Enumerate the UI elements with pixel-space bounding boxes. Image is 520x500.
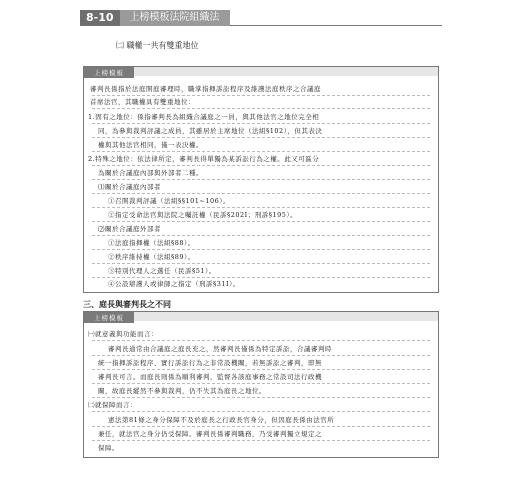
text-line: ⑵關於合議庭外部者: [98, 225, 161, 233]
dashed-rule: [92, 179, 430, 180]
text-line: ①召開裁判評議（法組§§101~106）。: [108, 197, 231, 205]
dashed-rule: [92, 383, 430, 384]
text-line: 2.特殊之地位：依法律所定，審判長得單獨為某訴訟行為之權。此又可區分: [88, 155, 320, 163]
text-line: ㈠就意義與功能而言：: [88, 330, 158, 338]
text-line: ③特別代理人之選任（民訴§51）。: [108, 267, 216, 275]
dashed-rule: [92, 355, 430, 356]
dashed-rule: [92, 95, 430, 96]
text-line: 審判長通常由合議庭之庭長充之，然審判長僅係為特定訴訟，合議審判時: [108, 345, 332, 353]
dashed-rule: [92, 263, 430, 264]
text-line: 審判長可言。而庭長則係為順利審判，監督各該庭事務之常設司法行政機: [98, 373, 322, 381]
text-line: 統一指揮訴訟程序、實行訴訟行為之非常設機關，若無訴訟之審判，即無: [98, 359, 322, 367]
text-line: 為關於合議庭內部與外部者二種。: [98, 169, 203, 177]
dashed-rule: [92, 123, 430, 124]
text-line: 憲法第81條之身分保障不及於庭長之行政長官身分，但因庭長係由法官所: [108, 416, 335, 424]
dashed-rule: [92, 426, 430, 427]
dashed-rule: [92, 277, 430, 278]
dashed-rule: [92, 411, 430, 412]
dashed-rule: [92, 340, 430, 341]
text-line: ④公設辯護人或律師之指定（刑訴§31Ⅰ）。: [108, 280, 240, 288]
text-line: ②秩序維持權（法組§89）。: [108, 253, 195, 261]
page-number: 8-10: [80, 10, 120, 26]
text-line: 1.固有之地位：係指審判長為組織合議庭之一員，與其他法官之地位完全相: [88, 113, 320, 121]
text-line: 審判長係指於法庭開庭審理時，職掌指揮訴訟程序及維護法庭秩序之合議庭: [90, 85, 321, 93]
dashed-rule: [92, 249, 430, 250]
text-line: 關，故庭長縱然不參與裁判，仍不失其為庭長之地位。: [98, 387, 266, 395]
text-line: 保障。: [98, 444, 119, 452]
dashed-rule: [92, 235, 430, 236]
section-2-box: [83, 311, 439, 458]
dashed-rule: [92, 207, 430, 208]
text-line: ①法庭指揮權（法組§88）。: [108, 239, 195, 247]
box-tag-strip: [84, 67, 438, 76]
dashed-rule: [92, 151, 430, 152]
dashed-rule: [92, 369, 430, 370]
text-line: ②指定受命法官與法院之囑託權（民訴§202Ⅰ；刑訴§195）。: [108, 211, 298, 219]
section-2-title: 三、庭長與審判長之不同: [83, 300, 171, 309]
text-line: 同，為參與裁判評議之成員，其雖居於主席地位（法組§102），但其表決: [98, 127, 323, 135]
text-line: ㈡就保障而言：: [88, 401, 137, 409]
page-header: [80, 10, 442, 26]
dashed-rule: [92, 397, 430, 398]
section-1-title: ㈡ 職權一共有雙重地位: [116, 41, 199, 50]
book-title: 上榜模板法院組織法: [120, 10, 230, 26]
dashed-rule: [92, 193, 430, 194]
text-line: 首席法官，其職權具有雙重地位：: [90, 98, 195, 106]
dashed-rule: [92, 137, 430, 138]
header-rule: [230, 10, 442, 26]
box-tag-strip: [84, 312, 438, 321]
box-tag: 上榜模板: [84, 67, 134, 78]
text-line: 權與其他法官相同，僅一表決權。: [98, 141, 203, 149]
box-tag: 上榜模板: [84, 312, 134, 323]
text-line: 兼任，就法官之身分仍受保障。審判長係審判職務，乃受審判獨立規定之: [98, 430, 322, 438]
dashed-rule: [92, 165, 430, 166]
dashed-rule: [92, 440, 430, 441]
section-1-box: [83, 66, 439, 293]
dashed-rule: [92, 221, 430, 222]
dashed-rule: [92, 108, 430, 109]
text-line: ⑴關於合議庭內部者: [98, 183, 161, 191]
